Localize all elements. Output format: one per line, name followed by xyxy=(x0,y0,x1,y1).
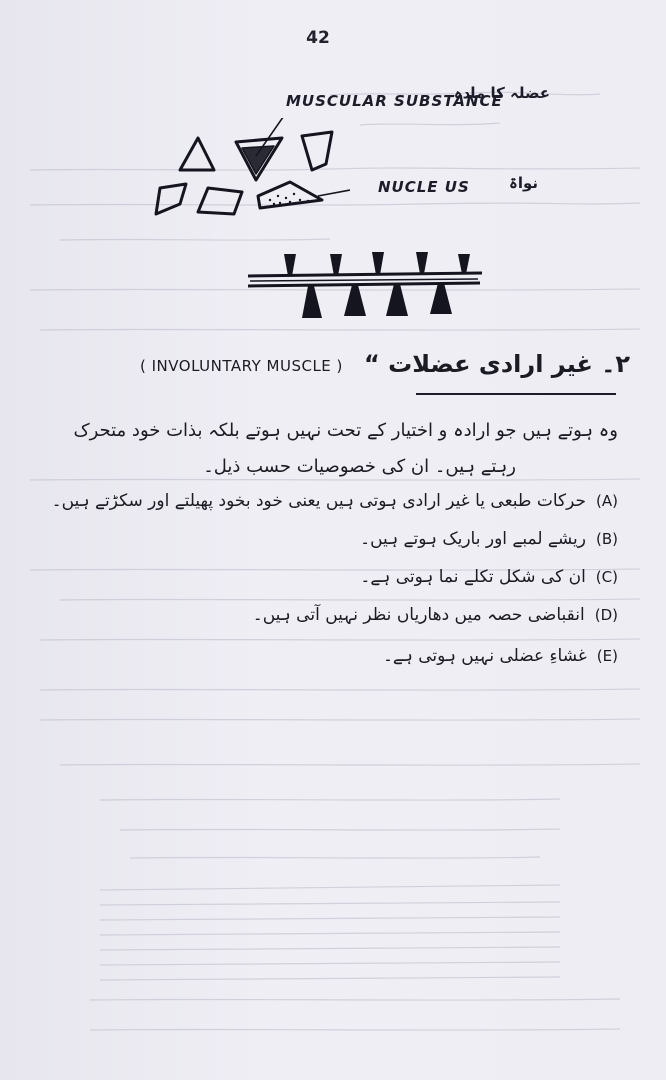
list-text: ان کی شکل تکلے نما ہوتی ہے۔ xyxy=(360,567,586,587)
label-nucleus-urdu: نواۃ xyxy=(509,174,538,192)
list-item xyxy=(253,604,618,625)
list-marker: (A) xyxy=(596,492,618,510)
body-line: وہ ہوتے ہیں جو ارادہ و اختیار کے تحت نہیں ہوتے بلکہ بذات خود متحرک xyxy=(73,420,618,441)
section-heading-english: ( INVOLUNTARY MUSCLE ) xyxy=(140,357,343,375)
body-line: رہتے ہیں۔ ان کی خصوصیات حسب ذیل۔ xyxy=(203,456,516,477)
section-heading-urdu: ۲۔ غیر ارادی عضلات “ xyxy=(364,350,630,378)
label-substance-english: MUSCULAR SUBSTANCE xyxy=(286,92,503,110)
muscle-fibre-diagram xyxy=(244,246,486,324)
list-text: غشاءِ عضلی نہیں ہوتی ہے۔ xyxy=(382,646,587,666)
list-text: حرکات طبعی یا غیر ارادی ہوتی ہیں یعنی خود بخود پھیلتے اور سکڑتے ہیں۔ xyxy=(51,491,587,511)
label-substance-urdu: عضلہ کا مادہ xyxy=(453,84,550,102)
list-marker: (B) xyxy=(595,530,618,548)
list-text: ریشے لمبے اور باریک ہوتے ہیں۔ xyxy=(360,529,586,549)
page-number: 42 xyxy=(306,28,330,48)
label-nucleus-english: NUCLE US xyxy=(378,178,470,196)
list-marker: (C) xyxy=(595,568,618,586)
list-item xyxy=(383,645,618,666)
list-item xyxy=(52,490,618,511)
list-item xyxy=(360,528,618,549)
list-marker: (E) xyxy=(596,647,618,665)
list-text: انقباضی حصہ میں دھاریاں نظر نہیں آتی ہیں۔ xyxy=(252,605,585,625)
list-marker: (D) xyxy=(594,606,618,624)
muscle-cell-diagram xyxy=(150,118,350,228)
list-item xyxy=(360,566,618,587)
pointer-line-nucleus xyxy=(318,190,350,196)
heading-underline xyxy=(416,393,616,395)
